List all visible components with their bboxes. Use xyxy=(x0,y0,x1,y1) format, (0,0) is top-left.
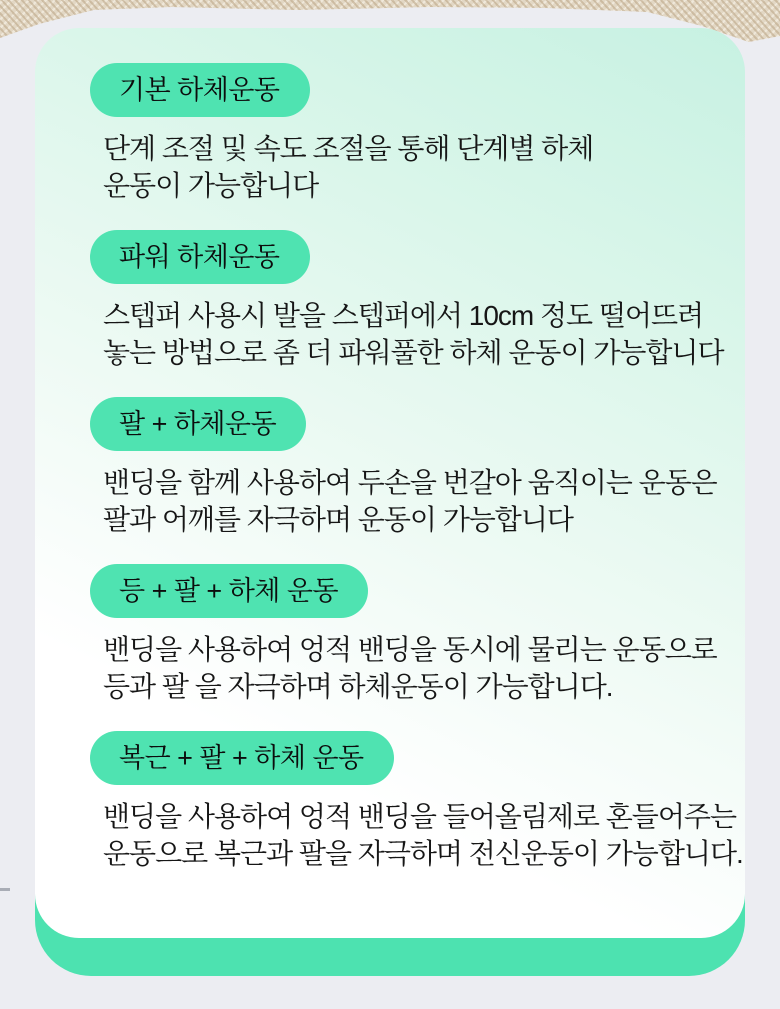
desc-back-arm-lower-body xyxy=(103,631,717,705)
section-arm-lower-body xyxy=(90,397,717,538)
section-back-arm-lower-body xyxy=(90,564,717,705)
desc-line: 밴딩을 함께 사용하여 두손을 번갈아 움직이는 운동은 xyxy=(103,467,717,498)
exercise-info-card xyxy=(35,28,745,938)
badge-back-arm-lower-body: 등 + 팔 + 하체 운동 xyxy=(90,564,368,618)
desc-line: 밴딩을 사용하여 엉적 밴딩을 들어올림제로 혼들어주는 xyxy=(103,801,737,832)
badge-power-lower-body: 파워 하체운동 xyxy=(90,230,310,284)
desc-arm-lower-body xyxy=(103,464,717,538)
desc-power-lower-body xyxy=(103,297,724,371)
desc-line: 밴딩을 사용하여 엉적 밴딩을 동시에 물리는 운동으로 xyxy=(103,634,717,665)
desc-line: 단계 조절 및 속도 조절을 통해 단계별 하체 xyxy=(103,133,594,164)
desc-basic-lower-body xyxy=(103,130,705,204)
section-abs-arm-lower-body xyxy=(90,731,743,872)
section-power-lower-body xyxy=(90,230,724,371)
desc-line: 놓는 방법으로 좀 더 파워풀한 하체 운동이 가능합니다 xyxy=(103,337,724,368)
desc-line: 운동이 가능합니다 xyxy=(103,170,319,201)
desc-line: 등과 팔 을 자극하며 하체운동이 가능합니다. xyxy=(103,671,613,702)
page-edge-mark xyxy=(0,888,10,891)
desc-line: 팔과 어깨를 자극하며 운동이 가능합니다 xyxy=(103,504,573,535)
desc-abs-arm-lower-body xyxy=(103,798,743,872)
badge-abs-arm-lower-body: 복근 + 팔 + 하체 운동 xyxy=(90,731,394,785)
badge-arm-lower-body: 팔 + 하체운동 xyxy=(90,397,306,451)
badge-basic-lower-body: 기본 하체운동 xyxy=(90,63,310,117)
desc-line: 운동으로 복근과 팔을 자극하며 전신운동이 가능합니다. xyxy=(103,838,743,869)
desc-line: 스텝퍼 사용시 발을 스텝퍼에서 10cm 정도 떨어뜨려 xyxy=(103,300,704,331)
section-basic-lower-body xyxy=(90,63,705,204)
